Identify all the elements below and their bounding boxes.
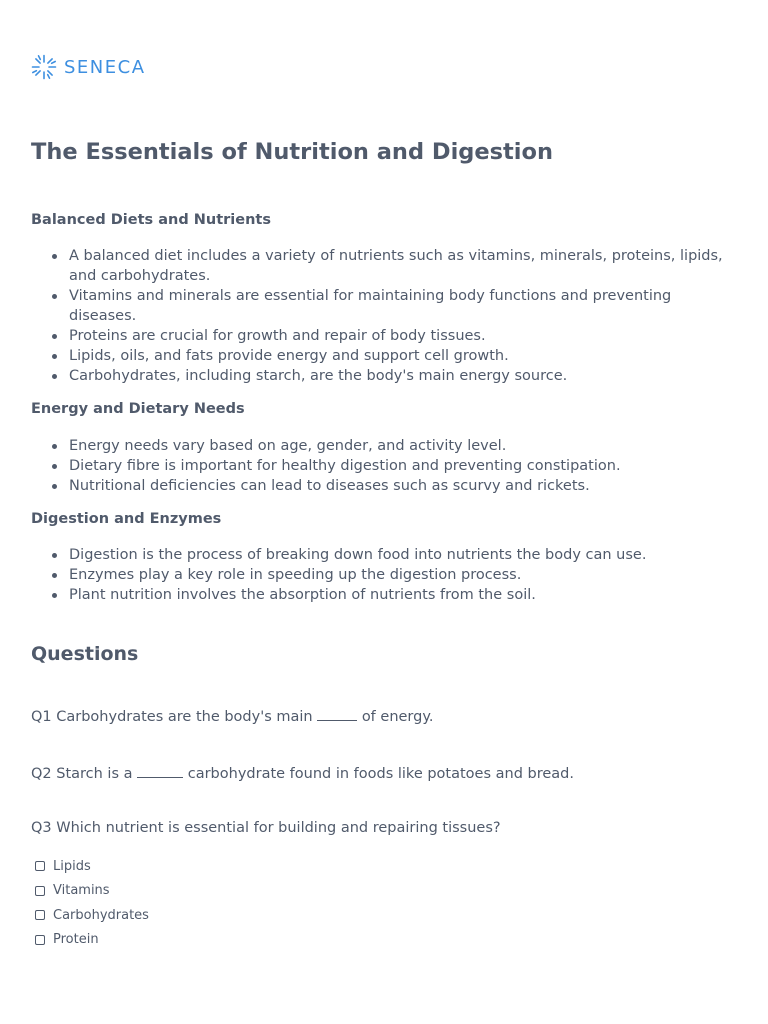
- energy-needs-list: [31, 436, 731, 496]
- option-label: Vitamins: [53, 883, 110, 899]
- question-3-options: [35, 854, 149, 952]
- list-item: A balanced diet includes a variety of nutrients such as vitamins, minerals, proteins, lipids, and carbohydrates.: [69, 246, 731, 286]
- list-item: Dietary fibre is important for healthy digestion and preventing constipation.: [69, 456, 731, 476]
- question-3: Q3 Which nutrient is essential for building and repairing tissues?: [31, 820, 501, 836]
- list-item: Vitamins and minerals are essential for maintaining body functions and preventing diseases.: [69, 286, 731, 326]
- list-item: Proteins are crucial for growth and repair of body tissues.: [69, 326, 731, 346]
- balanced-diets-list: [31, 246, 731, 386]
- list-item: Plant nutrition involves the absorption of nutrients from the soil.: [69, 585, 731, 605]
- brand-name: SENECA: [64, 56, 146, 78]
- question-2-text-before: Q2 Starch is a: [31, 766, 133, 782]
- question-2: [31, 764, 574, 782]
- question-1: [31, 707, 433, 725]
- digestion-enzymes-list: [31, 545, 731, 605]
- section-heading-energy-needs: Energy and Dietary Needs: [31, 401, 245, 417]
- checkbox[interactable]: [35, 886, 45, 896]
- option-carbohydrates[interactable]: [35, 903, 149, 928]
- list-item: Energy needs vary based on age, gender, and activity level.: [69, 436, 731, 456]
- option-label: Protein: [53, 932, 99, 948]
- question-1-text-before: Q1 Carbohydrates are the body's main: [31, 709, 313, 725]
- list-item: Enzymes play a key role in speeding up the digestion process.: [69, 565, 731, 585]
- section-heading-balanced-diets: Balanced Diets and Nutrients: [31, 212, 271, 228]
- checkbox[interactable]: [35, 910, 45, 920]
- question-2-blank[interactable]: [137, 764, 183, 778]
- option-label: Lipids: [53, 858, 91, 874]
- question-1-blank[interactable]: [317, 707, 357, 721]
- question-2-text-after: carbohydrate found in foods like potatoes and bread.: [187, 766, 574, 782]
- section-heading-digestion-enzymes: Digestion and Enzymes: [31, 511, 222, 527]
- seneca-starburst-icon: [31, 54, 57, 80]
- list-item: Lipids, oils, and fats provide energy and support cell growth.: [69, 346, 731, 366]
- list-item: Carbohydrates, including starch, are the body's main energy source.: [69, 366, 731, 386]
- option-protein[interactable]: [35, 928, 149, 953]
- page-title: The Essentials of Nutrition and Digestion: [31, 139, 553, 165]
- option-lipids[interactable]: [35, 854, 149, 879]
- list-item: Digestion is the process of breaking down food into nutrients the body can use.: [69, 545, 731, 565]
- option-vitamins[interactable]: [35, 879, 149, 904]
- questions-title: Questions: [31, 643, 139, 665]
- checkbox[interactable]: [35, 935, 45, 945]
- list-item: Nutritional deficiencies can lead to diseases such as scurvy and rickets.: [69, 476, 731, 496]
- checkbox[interactable]: [35, 861, 45, 871]
- seneca-logo: [31, 53, 146, 81]
- question-1-text-after: of energy.: [361, 709, 434, 725]
- option-label: Carbohydrates: [53, 907, 149, 923]
